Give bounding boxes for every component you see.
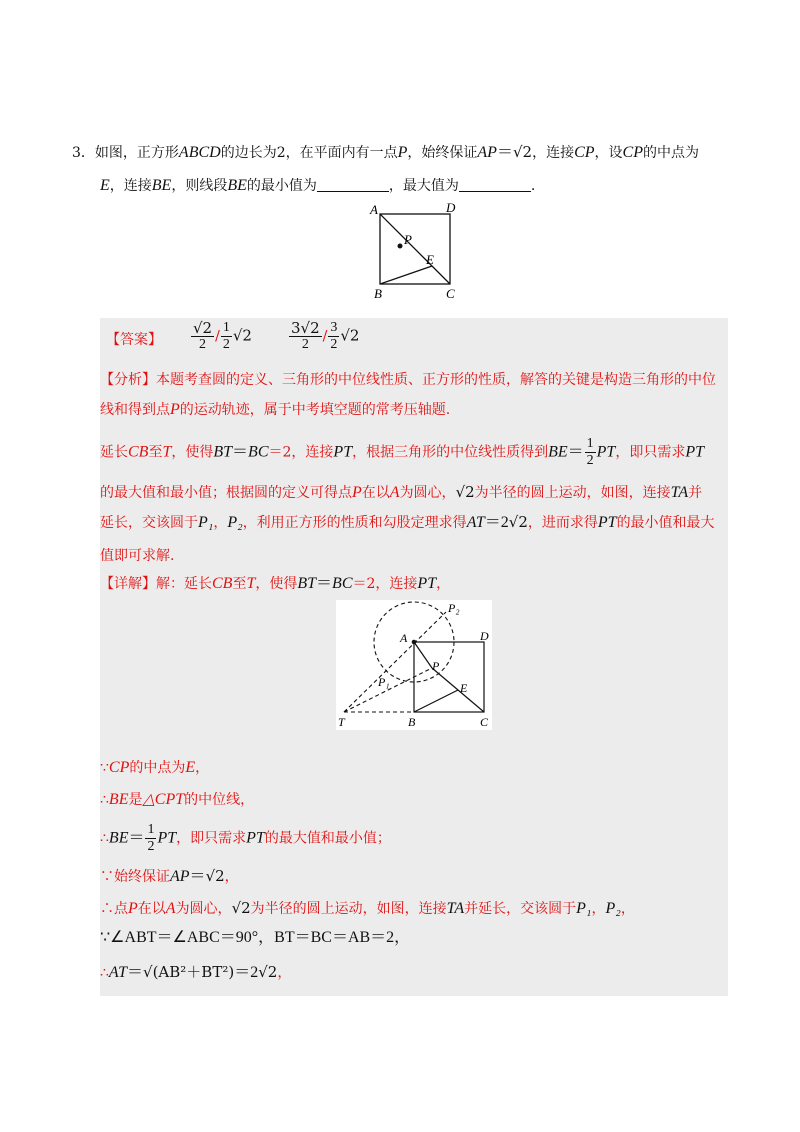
text: 如图，正方形 [94, 145, 179, 161]
math: P₁ [198, 514, 214, 531]
numerator: √2 [193, 319, 213, 337]
step-3 [100, 822, 391, 854]
text: ，进而求得 [527, 515, 598, 531]
text: 在以 [361, 485, 390, 501]
text: 在以 [137, 901, 166, 917]
math: P₁ [576, 900, 592, 917]
text: ， [195, 760, 210, 776]
denominator: 2 [586, 453, 594, 468]
label-c: C [446, 286, 455, 301]
math: BT [297, 575, 317, 592]
text: 为半径的圆上运动，如图，连接 [474, 485, 671, 501]
text: 并 [688, 485, 703, 501]
text: 的最大值和最小值；根据圆的定义可得点 [100, 485, 352, 501]
math: PT [685, 443, 704, 461]
label-e: E [460, 681, 468, 695]
math-e: E [100, 177, 110, 194]
text: ∴点 [100, 901, 128, 917]
text: ，即只需求 [615, 444, 686, 461]
analysis-line-4 [100, 482, 702, 503]
text: 的中点为 [129, 760, 186, 776]
text: ，利用正方形的性质和勾股定理求得 [242, 515, 467, 531]
numerator: 1 [147, 822, 155, 837]
math: ＝2 [234, 964, 259, 981]
text: 的最小值和最大 [616, 515, 715, 531]
math: TA [670, 484, 689, 501]
text: ∵ [100, 760, 109, 776]
math: PT [596, 443, 616, 461]
numerator: 1 [586, 436, 594, 451]
math: ＝ [127, 964, 144, 981]
point-p [398, 244, 403, 249]
sqrt-expression: √(AB²＋BT²) [143, 963, 235, 981]
math: E [185, 759, 196, 776]
figure-circle-construction [336, 600, 492, 730]
math-p: P [397, 144, 408, 161]
figure-square [366, 198, 466, 302]
text: 并延长，交该圆于 [464, 901, 577, 917]
math: A [389, 484, 400, 501]
label-p: P [432, 659, 440, 673]
math-cp: CP [622, 144, 643, 161]
text: ，最大值为 [388, 178, 459, 194]
analysis-line-5 [100, 512, 715, 533]
math: PT [246, 829, 265, 847]
text: 的最小值为 [246, 178, 317, 194]
math: PT [417, 575, 437, 592]
label-d: D [480, 629, 489, 643]
label-b: B [408, 715, 416, 729]
text: ∵始终保证 [100, 869, 170, 885]
numerator: 3√2 [291, 319, 320, 337]
math: TA [446, 900, 465, 917]
question-number: 3． [72, 145, 95, 161]
math: AP [170, 868, 190, 885]
answer-blank-max[interactable] [459, 177, 531, 192]
text: 线和得到点 [100, 402, 170, 418]
math: P₂ [605, 900, 621, 917]
label-p2: P₂ [448, 601, 460, 615]
sqrt-2: √2 [455, 483, 475, 501]
text: ， [591, 901, 606, 917]
denominator: 2 [301, 337, 309, 352]
fraction-one-half [145, 822, 156, 855]
text: 为半径的圆上运动，如图，连接 [250, 901, 447, 917]
label-t: T [338, 715, 345, 729]
text: ∴ [100, 792, 109, 808]
text: 为圆心， [175, 901, 232, 917]
math: PT [333, 443, 353, 461]
math: ＝ [316, 575, 333, 592]
math: PT [597, 514, 617, 531]
denominator: 2 [147, 839, 155, 854]
math: A [165, 900, 176, 917]
analysis-line-3 [100, 436, 704, 466]
math: ＝ [232, 443, 249, 461]
text: ， [224, 869, 239, 885]
numerator: 1 [222, 320, 230, 335]
text: 延长 [100, 444, 128, 461]
step-4 [100, 866, 239, 887]
text: ∴ [100, 830, 109, 847]
analysis-line-1 [100, 370, 716, 390]
detail-line-1 [100, 574, 450, 594]
numerator: 3 [330, 320, 338, 335]
label-b: B [374, 286, 382, 301]
math: ∵∠ABT＝∠ABC＝90°，BT＝BC＝AB＝2， [100, 929, 411, 946]
text: ，设 [594, 145, 623, 161]
label-p: P [404, 232, 412, 247]
text: . [530, 178, 536, 194]
math: CB [128, 443, 149, 461]
label-a: A [400, 631, 408, 645]
math: CP [108, 759, 130, 776]
math: BC [248, 443, 269, 461]
math: ＝ [189, 868, 206, 885]
text: ∴ [100, 965, 109, 981]
math: BT [213, 443, 233, 461]
text: ＝2，连接 [352, 576, 418, 592]
text: 是 [128, 792, 143, 808]
math: P [170, 401, 180, 418]
text: ，即只需求 [176, 830, 247, 847]
question-line-2 [100, 176, 535, 196]
label-d: D [446, 200, 456, 215]
math: BE [108, 791, 129, 808]
math: PT [157, 829, 177, 847]
math: T [162, 443, 172, 461]
math: P [128, 900, 138, 917]
math: BC [332, 575, 353, 592]
detail-tag: 【详解】 [100, 576, 156, 592]
answer-min [190, 320, 252, 353]
sqrt-2: √2 [258, 963, 278, 981]
text: 为圆心， [399, 485, 456, 501]
text: 的中位线， [184, 792, 255, 808]
math: T [246, 575, 256, 592]
text: ，使得 [171, 444, 214, 461]
text: ＝2，连接 [268, 444, 334, 461]
math: △CPT [142, 791, 185, 808]
sqrt-2: √2 [340, 326, 360, 345]
text: 的边长为2，在平面内有一点 [220, 145, 398, 161]
text: ， [620, 901, 635, 917]
math: P₂ [227, 514, 243, 531]
text: 本题考查圆的定义、三角形的中位线性质、正方形的性质，解答的关键是构造三角形的中位 [156, 372, 716, 388]
text: ， [277, 965, 292, 981]
analysis-line-2 [100, 400, 450, 420]
denominator: 2 [330, 337, 338, 352]
step-6 [100, 928, 410, 948]
text: 的中点为 [642, 145, 699, 161]
math: ＝ [567, 443, 584, 461]
text: ，根据三角形的中位线性质得到 [352, 444, 549, 461]
equals: ＝ [496, 144, 513, 161]
text: ，连接 [532, 145, 575, 161]
denominator: 2 [222, 337, 230, 352]
math-ap: AP [477, 144, 497, 161]
math: AT [466, 514, 485, 531]
center-a [412, 640, 417, 645]
text: ， [213, 515, 228, 531]
text: ，始终保证 [407, 145, 478, 161]
math: AT [108, 964, 127, 981]
label-a: A [370, 202, 378, 217]
slash: / [322, 328, 328, 345]
answer-max [288, 320, 359, 353]
analysis-line-6 [100, 546, 174, 566]
sqrt-2: √2 [508, 513, 528, 531]
line-apc [380, 214, 450, 284]
math: ＝ [128, 829, 145, 847]
answer-blank-min[interactable] [317, 177, 389, 192]
label-p1: P₁ [378, 675, 390, 689]
sqrt-2: √2 [205, 867, 225, 885]
step-7 [100, 962, 291, 983]
answer-tag: 【答案】 [106, 332, 162, 348]
sqrt-2: √2 [231, 899, 251, 917]
math-be: BE [227, 177, 247, 194]
text: ，连接 [109, 178, 152, 194]
text: 至 [232, 576, 247, 592]
text: ，则线段 [171, 178, 228, 194]
math: ＝2 [484, 514, 509, 531]
text: ，使得 [255, 576, 298, 592]
text: 的运动轨迹，属于中考填空题的常考压轴题. [179, 402, 451, 418]
sqrt-2: √2 [232, 326, 252, 345]
label-e: E [426, 252, 434, 267]
text: 解：延长 [156, 576, 212, 592]
slash: / [215, 328, 220, 345]
text: 延长，交该圆于 [100, 515, 198, 531]
question-line-1 [72, 142, 699, 163]
math: P [352, 484, 362, 501]
step-2 [100, 790, 254, 810]
step-5 [100, 898, 635, 919]
text: 至 [148, 444, 163, 461]
math-abcd: ABCD [178, 144, 221, 161]
text: ， [436, 576, 451, 592]
math-be: BE [151, 177, 172, 194]
label-c: C [480, 715, 489, 729]
math: CB [212, 575, 233, 592]
denominator: 2 [199, 337, 207, 352]
math-cp: CP [574, 144, 595, 161]
segment-be [380, 266, 432, 284]
math: BE [548, 443, 568, 461]
step-1 [100, 758, 209, 778]
analysis-tag: 【分析】 [100, 372, 156, 388]
text: 的最大值和最小值； [264, 830, 391, 847]
text: 值即可求解. [100, 548, 175, 564]
fraction-one-half [585, 436, 596, 469]
sqrt-2: √2 [512, 143, 533, 161]
math: BE [108, 829, 129, 847]
